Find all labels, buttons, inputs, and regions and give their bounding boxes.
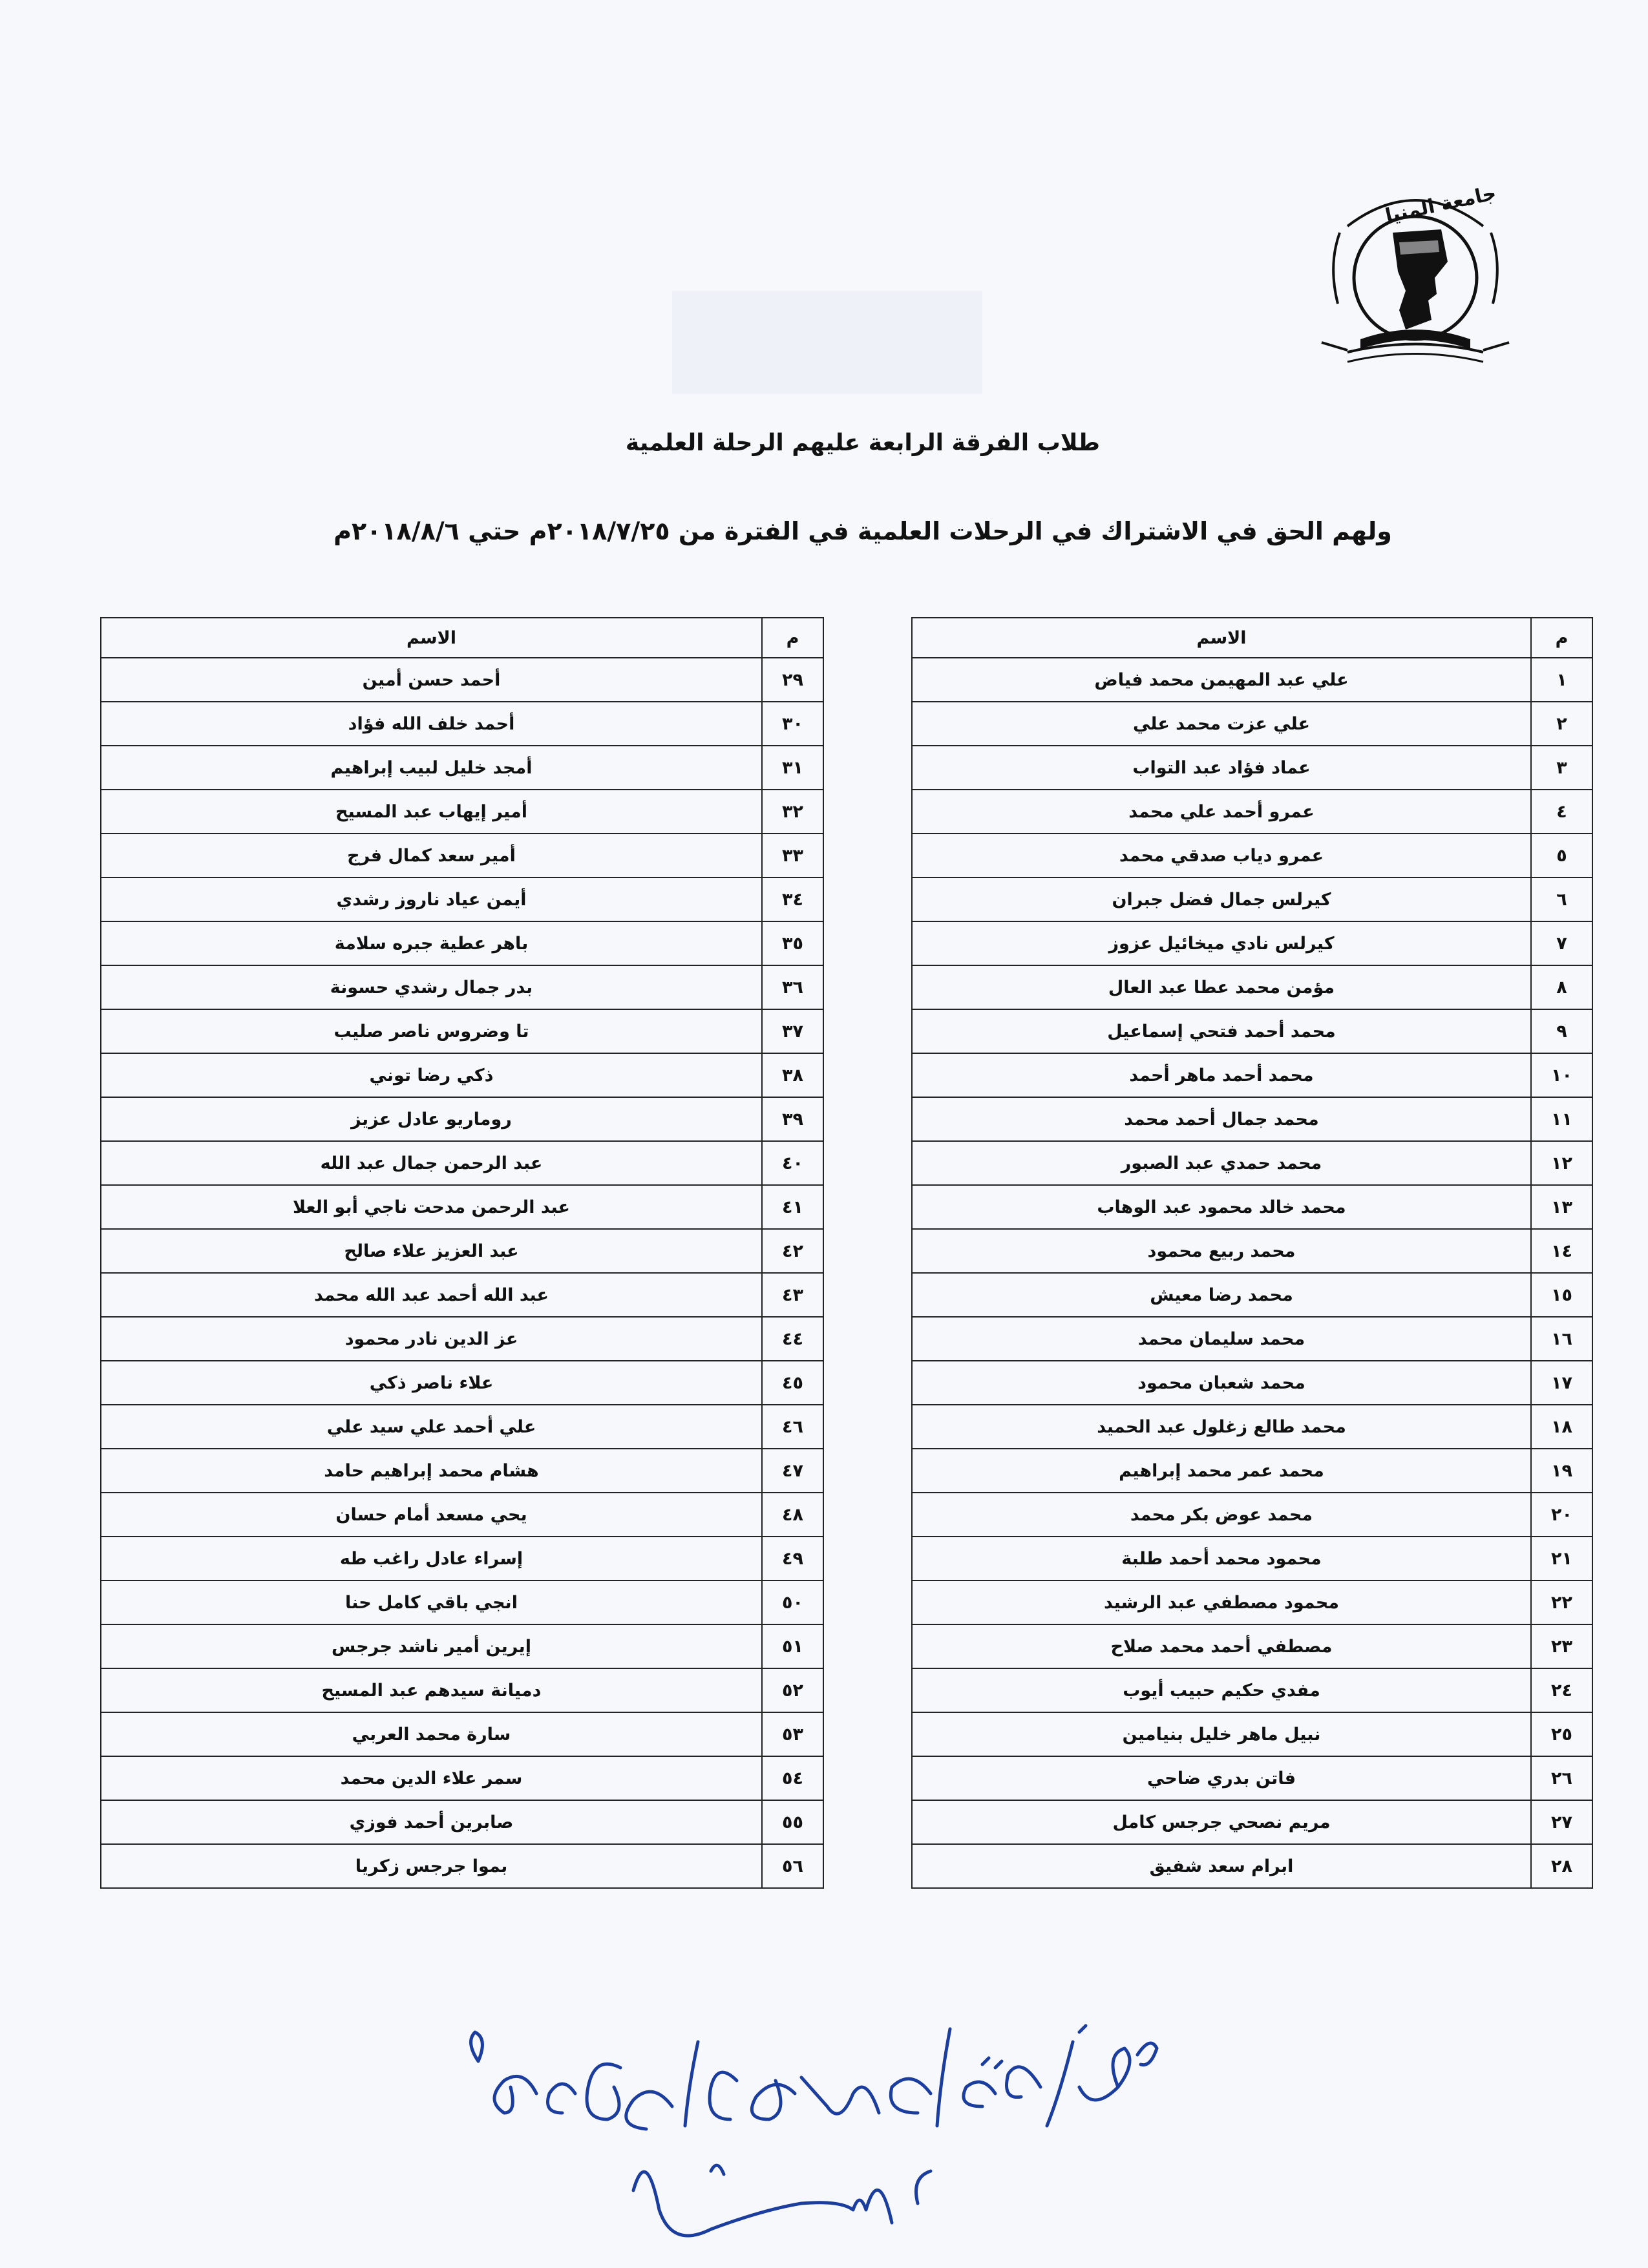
table-row [912, 1053, 1592, 1097]
student-name: أمير سعد كمال فرج [101, 834, 762, 877]
table-row [101, 702, 823, 746]
column-header-name: الاسم [101, 618, 762, 658]
row-number: ٢٣ [1531, 1624, 1592, 1668]
table-row [101, 1405, 823, 1449]
table-row [912, 965, 1592, 1009]
row-number: ٢٥ [1531, 1712, 1592, 1756]
table-row [912, 1580, 1592, 1624]
row-number: ١٣ [1531, 1185, 1592, 1229]
student-name: عبد الرحمن جمال عبد الله [101, 1141, 762, 1185]
table-row [101, 746, 823, 790]
student-name: عبد الله أحمد عبد الله محمد [101, 1273, 762, 1317]
row-number: ٤٩ [762, 1537, 823, 1580]
svg-text:جامعة المنيا: جامعة المنيا [1383, 182, 1499, 228]
row-number: ٢٢ [1531, 1580, 1592, 1624]
table-row [101, 1624, 823, 1668]
row-number: ٤١ [762, 1185, 823, 1229]
row-number: ١٥ [1531, 1273, 1592, 1317]
row-number: ٣٠ [762, 702, 823, 746]
student-name: علي عزت محمد علي [912, 702, 1531, 746]
row-number: ٢٨ [1531, 1844, 1592, 1888]
student-name: محمد عمر محمد إبراهيم [912, 1449, 1531, 1493]
students-table-right [911, 617, 1593, 1889]
row-number: ٦ [1531, 877, 1592, 921]
nefertiti-emblem-icon [1309, 181, 1522, 375]
table-row [101, 965, 823, 1009]
row-number: ١٦ [1531, 1317, 1592, 1361]
row-number: ١٨ [1531, 1405, 1592, 1449]
table-row [912, 1317, 1592, 1361]
row-number: ٥٥ [762, 1800, 823, 1844]
row-number: ٤٣ [762, 1273, 823, 1317]
table-row [912, 1537, 1592, 1580]
student-name: دميانة سيدهم عبد المسيح [101, 1668, 762, 1712]
row-number: ١٢ [1531, 1141, 1592, 1185]
student-name: بموا جرجس زكريا [101, 1844, 762, 1888]
table-row [912, 1009, 1592, 1053]
student-name: نبيل ماهر خليل بنيامين [912, 1712, 1531, 1756]
student-name: محمد أحمد فتحي إسماعيل [912, 1009, 1531, 1053]
student-name: محمد جمال أحمد محمد [912, 1097, 1531, 1141]
table-row [101, 1317, 823, 1361]
row-number: ١١ [1531, 1097, 1592, 1141]
row-number: ٢ [1531, 702, 1592, 746]
table-row [101, 877, 823, 921]
row-number: ١٧ [1531, 1361, 1592, 1405]
table-row [912, 1493, 1592, 1537]
table-row [912, 1712, 1592, 1756]
handwritten-signature-icon [439, 2016, 1215, 2262]
row-number: ٨ [1531, 965, 1592, 1009]
student-name: عبد العزيز علاء صالح [101, 1229, 762, 1273]
row-number: ٧ [1531, 921, 1592, 965]
students-table-left [100, 617, 824, 1889]
table-row [912, 1229, 1592, 1273]
table-row [912, 1361, 1592, 1405]
table-row [912, 877, 1592, 921]
table-row [912, 1097, 1592, 1141]
student-name: عمرو أحمد علي محمد [912, 790, 1531, 834]
row-number: ٥٠ [762, 1580, 823, 1624]
table-header-row [101, 618, 823, 658]
table-row [101, 1273, 823, 1317]
table-row [101, 1185, 823, 1229]
table-row [101, 1756, 823, 1800]
student-name: كيرلس جمال فضل جبران [912, 877, 1531, 921]
student-name: أحمد حسن أمين [101, 658, 762, 702]
row-number: ٣٥ [762, 921, 823, 965]
table-row [101, 1053, 823, 1097]
student-name: باهر عطية جبره سلامة [101, 921, 762, 965]
table-row [912, 790, 1592, 834]
student-name: أيمن عياد ناروز رشدي [101, 877, 762, 921]
row-number: ١ [1531, 658, 1592, 702]
row-number: ٥٤ [762, 1756, 823, 1800]
table-row [101, 1493, 823, 1537]
student-name: انجي باقي كامل حنا [101, 1580, 762, 1624]
row-number: ٢٧ [1531, 1800, 1592, 1844]
row-number: ٢٩ [762, 658, 823, 702]
table-row [101, 1009, 823, 1053]
row-number: ٣٢ [762, 790, 823, 834]
row-number: ٤٠ [762, 1141, 823, 1185]
student-name: مؤمن محمد عطا عبد العال [912, 965, 1531, 1009]
row-number: ٣١ [762, 746, 823, 790]
student-name: عمرو دياب صدقي محمد [912, 834, 1531, 877]
table-row [101, 1361, 823, 1405]
university-logo [1309, 181, 1522, 375]
row-number: ٤ [1531, 790, 1592, 834]
table-row [101, 1844, 823, 1888]
student-name: علاء ناصر ذكي [101, 1361, 762, 1405]
row-number: ٤٨ [762, 1493, 823, 1537]
student-name: محمد حمدي عبد الصبور [912, 1141, 1531, 1185]
row-number: ٤٢ [762, 1229, 823, 1273]
student-name: فاتن بدري ضاحي [912, 1756, 1531, 1800]
table-row [912, 1449, 1592, 1493]
document-subtitle: ولهم الحق في الاشتراك في الرحلات العلمية في الفترة من ٢٠١٨/٧/٢٥م حتي ٢٠١٨/٨/٦م [333, 517, 1392, 545]
student-name: محمد شعبان محمود [912, 1361, 1531, 1405]
row-number: ٢٦ [1531, 1756, 1592, 1800]
row-number: ٣ [1531, 746, 1592, 790]
row-number: ١٤ [1531, 1229, 1592, 1273]
table-row [101, 1097, 823, 1141]
student-name: محمد رضا معيش [912, 1273, 1531, 1317]
table-row [912, 702, 1592, 746]
table-row [912, 1800, 1592, 1844]
row-number: ٣٩ [762, 1097, 823, 1141]
student-name: محمد أحمد ماهر أحمد [912, 1053, 1531, 1097]
student-name: ذكي رضا توني [101, 1053, 762, 1097]
student-name: أحمد خلف الله فؤاد [101, 702, 762, 746]
row-number: ٤٥ [762, 1361, 823, 1405]
row-number: ٥١ [762, 1624, 823, 1668]
table-row [101, 658, 823, 702]
student-name: عز الدين نادر محمود [101, 1317, 762, 1361]
table-row [101, 1449, 823, 1493]
student-name: عبد الرحمن مدحت ناجي أبو العلا [101, 1185, 762, 1229]
student-name: أمجد خليل لبيب إبراهيم [101, 746, 762, 790]
student-name: عماد فؤاد عبد التواب [912, 746, 1531, 790]
table-row [101, 1141, 823, 1185]
row-number: ٢٠ [1531, 1493, 1592, 1537]
table-row [912, 1273, 1592, 1317]
table-row [912, 1844, 1592, 1888]
table-row [101, 1800, 823, 1844]
table-header-row [912, 618, 1592, 658]
row-number: ٥ [1531, 834, 1592, 877]
student-name: إيرين أمير ناشد جرجس [101, 1624, 762, 1668]
column-header-num: م [1531, 618, 1592, 658]
row-number: ١٠ [1531, 1053, 1592, 1097]
table-row [912, 1624, 1592, 1668]
table-row [912, 1185, 1592, 1229]
document-title: طلاب الفرقة الرابعة عليهم الرحلة العلمية [625, 430, 1101, 456]
student-name: أمير إيهاب عبد المسيح [101, 790, 762, 834]
table-row [101, 1712, 823, 1756]
row-number: ٣٨ [762, 1053, 823, 1097]
row-number: ٣٧ [762, 1009, 823, 1053]
student-name: محمد طالع زغلول عبد الحميد [912, 1405, 1531, 1449]
table-row [101, 834, 823, 877]
row-number: ٥٣ [762, 1712, 823, 1756]
row-number: ٤٤ [762, 1317, 823, 1361]
student-name: محمود مصطفي عبد الرشيد [912, 1580, 1531, 1624]
table-row [101, 1229, 823, 1273]
row-number: ٢٤ [1531, 1668, 1592, 1712]
table-row [912, 1756, 1592, 1800]
table-row [912, 1141, 1592, 1185]
row-number: ٥٢ [762, 1668, 823, 1712]
row-number: ٤٦ [762, 1405, 823, 1449]
table-row [912, 746, 1592, 790]
student-name: سارة محمد العربي [101, 1712, 762, 1756]
student-name: علي أحمد علي سيد علي [101, 1405, 762, 1449]
row-number: ٥٦ [762, 1844, 823, 1888]
row-number: ٤٧ [762, 1449, 823, 1493]
student-name: صابرين أحمد فوزي [101, 1800, 762, 1844]
student-name: هشام محمد إبراهيم حامد [101, 1449, 762, 1493]
table-row [101, 1668, 823, 1712]
student-name: بدر جمال رشدي حسونة [101, 965, 762, 1009]
row-number: ١٩ [1531, 1449, 1592, 1493]
table-row [101, 790, 823, 834]
student-name: إسراء عادل راغب طه [101, 1537, 762, 1580]
table-row [101, 1537, 823, 1580]
column-header-num: م [762, 618, 823, 658]
student-name: محمد خالد محمود عبد الوهاب [912, 1185, 1531, 1229]
student-name: روماريو عادل عزيز [101, 1097, 762, 1141]
table-row [912, 1668, 1592, 1712]
student-name: يحي مسعد أمام حسان [101, 1493, 762, 1537]
student-name: علي عبد المهيمن محمد فياض [912, 658, 1531, 702]
student-name: سمر علاء الدين محمد [101, 1756, 762, 1800]
student-name: كيرلس نادي ميخائيل عزوز [912, 921, 1531, 965]
row-number: ٣٦ [762, 965, 823, 1009]
student-name: مريم نصحي جرجس كامل [912, 1800, 1531, 1844]
table-row [101, 921, 823, 965]
student-name: محمد ربيع محمود [912, 1229, 1531, 1273]
student-name: تا وضروس ناصر صليب [101, 1009, 762, 1053]
column-header-name: الاسم [912, 618, 1531, 658]
scan-artifact [672, 291, 982, 394]
table-row [101, 1580, 823, 1624]
row-number: ٣٣ [762, 834, 823, 877]
table-row [912, 834, 1592, 877]
table-row [912, 658, 1592, 702]
student-name: محمود محمد أحمد طلبة [912, 1537, 1531, 1580]
row-number: ٩ [1531, 1009, 1592, 1053]
row-number: ٣٤ [762, 877, 823, 921]
student-name: ابرام سعد شفيق [912, 1844, 1531, 1888]
row-number: ٢١ [1531, 1537, 1592, 1580]
student-name: محمد عوض بكر محمد [912, 1493, 1531, 1537]
table-row [912, 1405, 1592, 1449]
student-name: محمد سليمان محمد [912, 1317, 1531, 1361]
table-row [912, 921, 1592, 965]
student-name: مصطفي أحمد محمد صلاح [912, 1624, 1531, 1668]
student-name: مفدي حكيم حبيب أيوب [912, 1668, 1531, 1712]
